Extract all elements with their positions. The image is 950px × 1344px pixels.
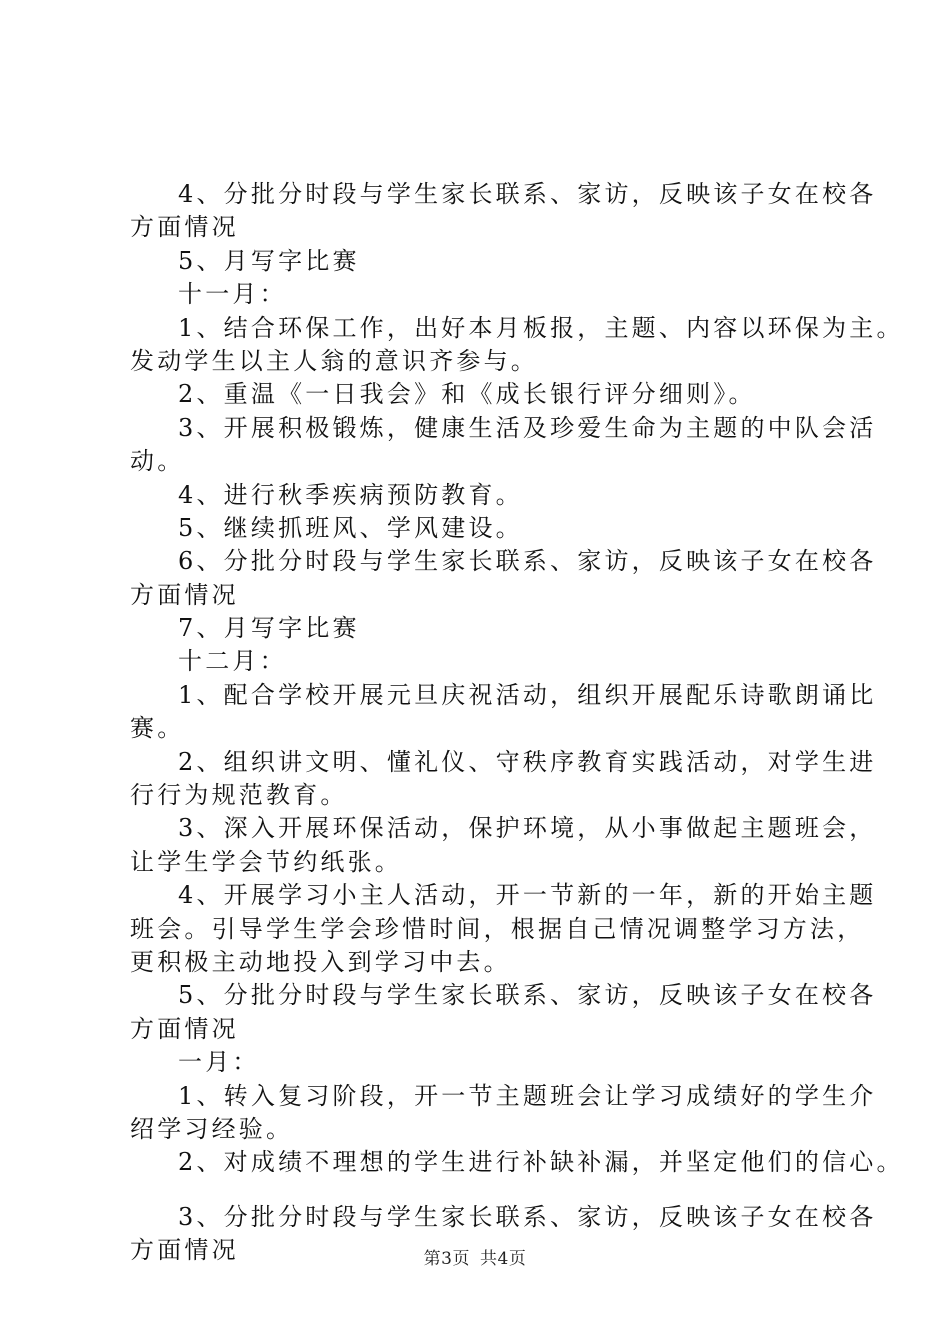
section-heading: 十二月： [178, 647, 287, 676]
paragraph-line: 5、继续抓班风、学风建设。 [178, 513, 523, 542]
paragraph-line: 行行为规范教育。 [130, 781, 348, 810]
paragraph-line: 绍学习经验。 [130, 1114, 294, 1143]
paragraph-line: 1、结合环保工作，出好本月板报，主题、内容以环保为主。 [178, 313, 904, 342]
paragraph-spacer [130, 1180, 850, 1201]
paragraph-line: 方面情况 [130, 1236, 239, 1265]
paragraph-line: 3、开展积极锻炼，健康生活及珍爱生命为主题的中队会活 [178, 413, 877, 442]
paragraph-line: 发动学生以主人翁的意识齐参与。 [130, 346, 538, 375]
document-body [130, 178, 904, 1268]
paragraph-line: 赛。 [130, 714, 185, 743]
paragraph-line: 6、分批分时段与学生家长联系、家访，反映该子女在校各 [178, 547, 877, 576]
paragraph-line: 更积极主动地投入到学习中去。 [130, 947, 511, 976]
paragraph-line: 4、分批分时段与学生家长联系、家访，反映该子女在校各 [178, 180, 877, 208]
section-heading: 一月： [178, 1048, 260, 1077]
page-number-total: 共4页 [480, 1249, 527, 1269]
page-footer [0, 1244, 950, 1269]
paragraph-line: 方面情况 [130, 213, 239, 242]
paragraph-line: 动。 [130, 447, 185, 476]
paragraph-line: 5、月写字比赛 [178, 246, 360, 275]
paragraph-line: 7、月写字比赛 [178, 614, 360, 643]
paragraph-line: 3、深入开展环保活动，保护环境，从小事做起主题班会， [178, 814, 877, 843]
paragraph-line: 班会。引导学生学会珍惜时间，根据自己情况调整学习方法， [130, 914, 865, 943]
paragraph-line: 5、分批分时段与学生家长联系、家访，反映该子女在校各 [178, 981, 877, 1010]
paragraph-line: 方面情况 [130, 1014, 239, 1043]
paragraph-line: 4、进行秋季疾病预防教育。 [178, 480, 523, 509]
paragraph-line: 3、分批分时段与学生家长联系、家访，反映该子女在校各 [178, 1202, 877, 1231]
paragraph-line: 2、重温《一日我会》和《成长银行评分细则》。 [178, 380, 756, 409]
paragraph-line: 1、配合学校开展元旦庆祝活动，组织开展配乐诗歌朗诵比 [178, 680, 877, 709]
paragraph-line: 方面情况 [130, 580, 239, 609]
paragraph-line: 2、组织讲文明、懂礼仪、守秩序教育实践活动，对学生进 [178, 747, 877, 776]
paragraph-line: 4、开展学习小主人活动，开一节新的一年，新的开始主题 [178, 881, 877, 910]
section-heading: 十一月： [178, 280, 287, 309]
paragraph-line: 2、对成绩不理想的学生进行补缺补漏，并坚定他们的信心。 [178, 1148, 904, 1177]
paragraph-line: 让学生学会节约纸张。 [130, 847, 402, 876]
paragraph-line: 1、转入复习阶段，开一节主题班会让学习成绩好的学生介 [178, 1081, 877, 1110]
page-number-current: 第3页 [423, 1249, 470, 1269]
